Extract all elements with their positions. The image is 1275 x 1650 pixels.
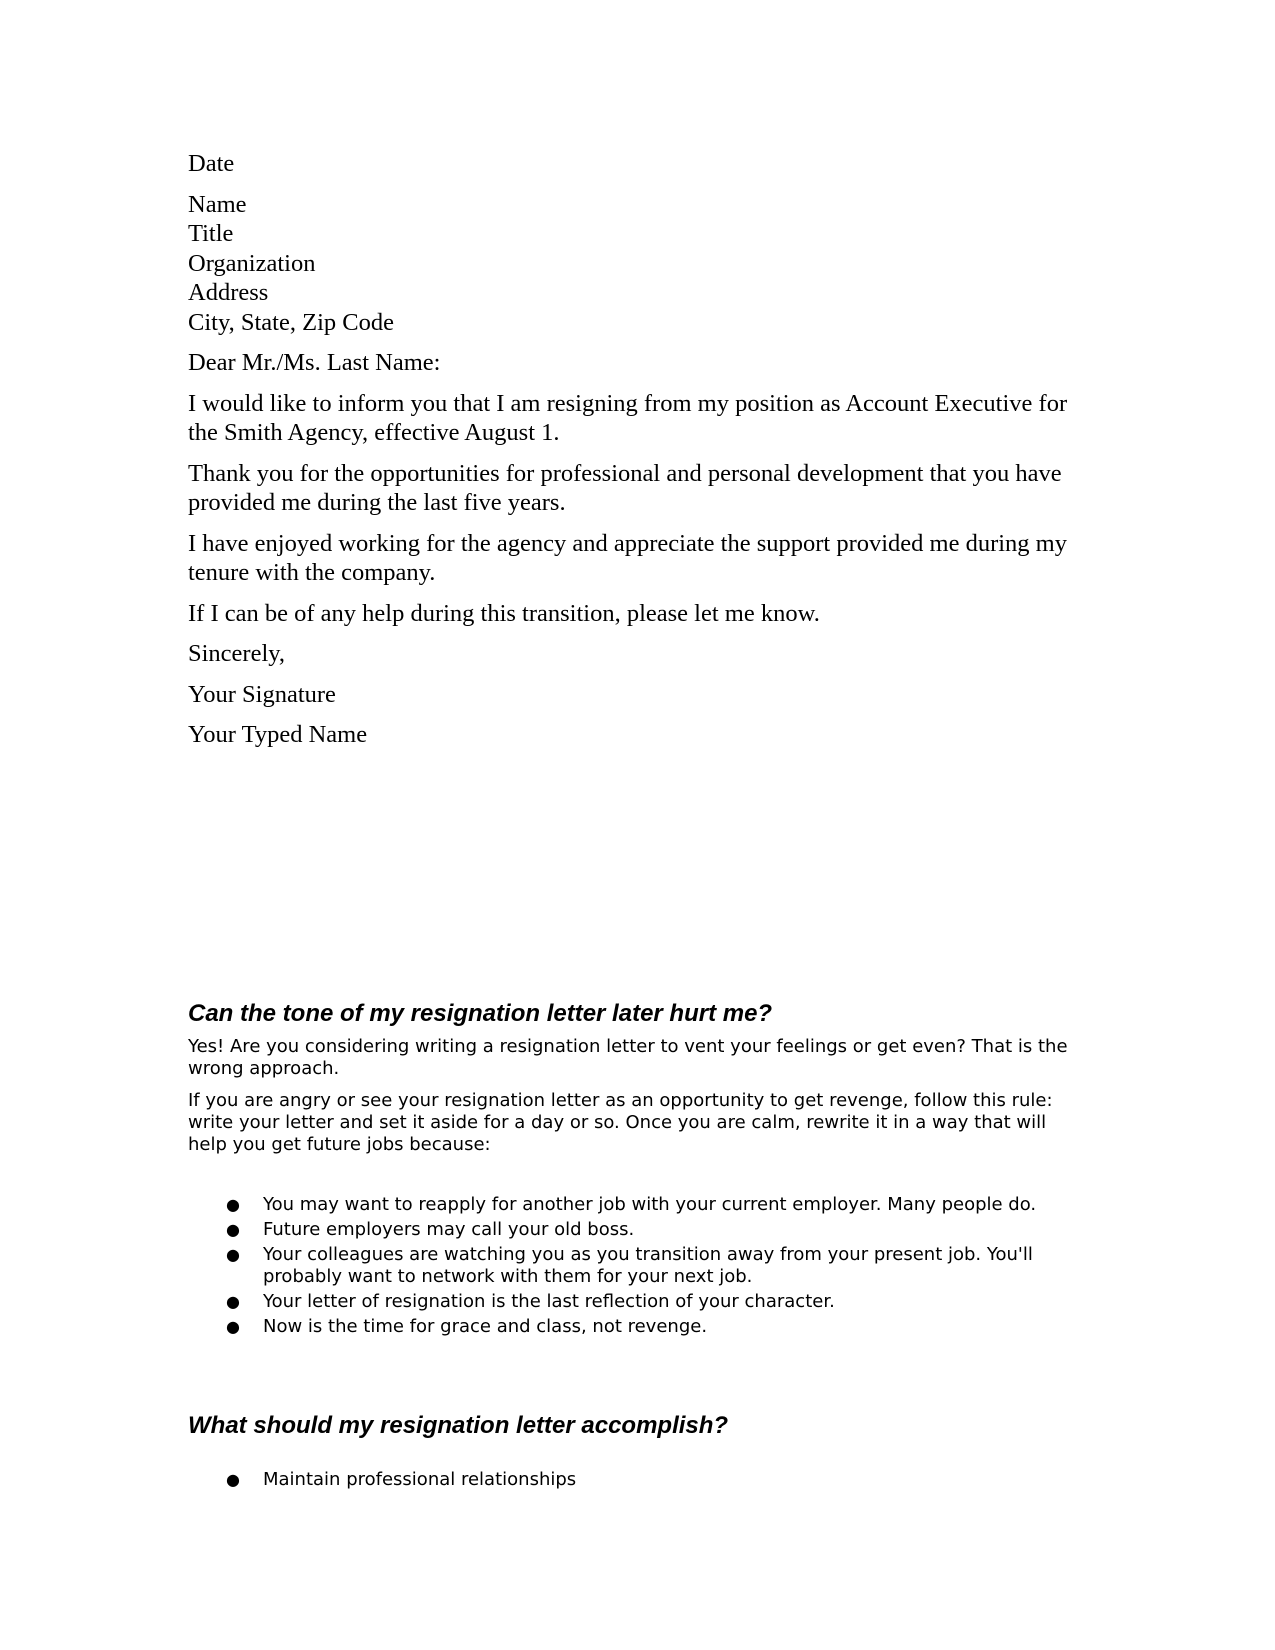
letter-closing: Sincerely, xyxy=(188,640,286,667)
faq-heading: Can the tone of my resignation letter later hurt me? xyxy=(188,1000,773,1027)
list-item-text: Now is the time for grace and class, not revenge. xyxy=(263,1316,708,1337)
list-item xyxy=(188,1469,1088,1491)
resignation-letter xyxy=(188,149,1088,761)
bullet-icon: ● xyxy=(226,1317,240,1336)
bullet-icon: ● xyxy=(226,1220,240,1239)
faq-bullet-list xyxy=(188,1469,1088,1491)
list-item-text: Your colleagues are watching you as you transition away from your present job. You'll probably want to network with them for your next job. xyxy=(263,1244,1033,1287)
list-item xyxy=(188,1244,1088,1288)
recipient-title: Title xyxy=(188,220,234,247)
bullet-icon: ● xyxy=(226,1470,240,1489)
recipient-city-state-zip: City, State, Zip Code xyxy=(188,308,394,336)
bullet-icon: ● xyxy=(226,1245,240,1264)
faq-bullet-list xyxy=(188,1194,1088,1338)
list-item-text: You may want to reapply for another job with your current employer. Many people do. xyxy=(263,1194,1037,1215)
letter-signature: Your Signature xyxy=(188,680,336,708)
list-item-text: Maintain professional relationships xyxy=(263,1469,577,1490)
bullet-icon: ● xyxy=(226,1195,240,1214)
letter-paragraph: I have enjoyed working for the agency and appreciate the support provided me during my tenure with the company. xyxy=(188,529,1067,586)
faq-section-accomplish xyxy=(188,1412,1088,1494)
list-item-text: Your letter of resignation is the last reflection of your character. xyxy=(263,1291,835,1312)
list-item xyxy=(188,1194,1088,1216)
letter-paragraph: If I can be of any help during this transition, please let me know. xyxy=(188,599,820,627)
letter-typed-name: Your Typed Name xyxy=(188,721,368,748)
letter-paragraph: I would like to inform you that I am resigning from my position as Account Executive for the Smith Agency, effective August 1. xyxy=(188,389,1068,446)
bullet-icon: ● xyxy=(226,1292,240,1311)
list-item xyxy=(188,1316,1088,1338)
faq-paragraph: If you are angry or see your resignation letter as an opportunity to get revenge, follow this rule: write your letter and set it aside for a day or so. Once you are calm, rewrite it in a way that will help you get future jobs because: xyxy=(188,1090,1053,1155)
faq-section-tone xyxy=(188,1000,1088,1341)
list-item xyxy=(188,1291,1088,1313)
list-item-text: Future employers may call your old boss. xyxy=(263,1219,635,1240)
recipient-organization: Organization xyxy=(188,249,316,277)
letter-paragraph: Thank you for the opportunities for professional and personal development that you have provided me during the last five years. xyxy=(188,459,1062,516)
faq-paragraph: Yes! Are you considering writing a resignation letter to vent your feelings or get even? That is the wrong approach. xyxy=(188,1036,1068,1079)
recipient-address: Address xyxy=(188,279,269,306)
recipient-block xyxy=(188,190,1088,338)
recipient-name: Name xyxy=(188,190,247,218)
letter-date: Date xyxy=(188,150,235,177)
letter-salutation: Dear Mr./Ms. Last Name: xyxy=(188,349,441,376)
faq-heading: What should my resignation letter accomplish? xyxy=(188,1412,729,1439)
list-item xyxy=(188,1219,1088,1241)
